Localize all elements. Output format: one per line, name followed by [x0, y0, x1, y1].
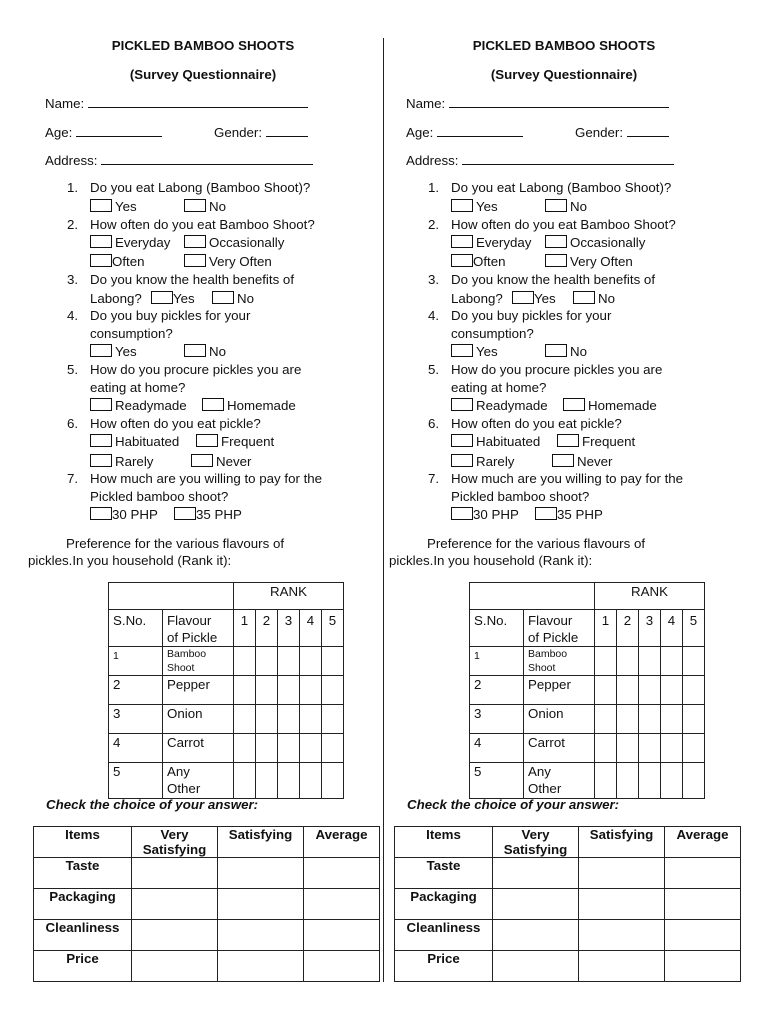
address-label: Address: — [45, 153, 98, 168]
q3-text-cont: Labong? — [90, 291, 142, 306]
survey-form-left — [28, 0, 390, 1024]
satisfaction-table — [33, 826, 380, 982]
q7-option-35-php[interactable]: 35 PHP — [535, 507, 603, 522]
sno-cell: 1 — [109, 647, 163, 676]
q4-text-cont: consumption? — [90, 326, 173, 341]
name-blank[interactable] — [88, 95, 308, 108]
checkbox[interactable] — [90, 434, 112, 447]
rank-cell[interactable] — [300, 734, 322, 763]
sno-cell: 4 — [470, 734, 524, 763]
rank-cell[interactable] — [683, 647, 705, 676]
q2-option-occasionally[interactable]: Occasionally — [545, 235, 645, 250]
checkbox[interactable] — [557, 434, 579, 447]
satisfying-header: Satisfying — [579, 827, 665, 858]
check-instruction: Check the choice of your answer: — [407, 797, 620, 812]
q4-option-yes[interactable]: Yes — [90, 344, 137, 359]
rank-cell[interactable] — [595, 676, 617, 705]
flavour-cell: Pepper — [524, 676, 595, 705]
table-row — [470, 734, 705, 763]
rating-cell[interactable] — [493, 951, 579, 982]
rank-cell[interactable] — [595, 763, 617, 799]
rank-cell[interactable] — [639, 734, 661, 763]
rating-cell[interactable] — [218, 889, 304, 920]
rank-header: RANK — [234, 583, 344, 610]
rank-cell[interactable] — [256, 705, 278, 734]
q3-option-no[interactable]: No — [212, 291, 254, 306]
table-row — [109, 705, 344, 734]
address-field[interactable] — [406, 152, 674, 168]
q5-number: 5. — [67, 362, 79, 377]
rank-col-2: 2 — [617, 610, 639, 647]
checkbox[interactable] — [184, 344, 206, 357]
table-row — [109, 763, 344, 799]
q7-text-cont: Pickled bamboo shoot? — [90, 489, 229, 504]
q5-option-homemade[interactable]: Homemade — [563, 398, 657, 413]
rank-cell[interactable] — [595, 705, 617, 734]
rank-col-3: 3 — [278, 610, 300, 647]
q6-option-never[interactable]: Never — [552, 454, 612, 469]
rank-cell[interactable] — [683, 676, 705, 705]
checkbox[interactable] — [151, 291, 173, 304]
sno-cell: 5 — [109, 763, 163, 799]
q2-text: How often do you eat Bamboo Shoot? — [90, 217, 315, 232]
checkbox[interactable] — [451, 507, 473, 520]
table-row — [109, 647, 344, 676]
q4-number: 4. — [428, 308, 440, 323]
table-row — [109, 734, 344, 763]
q5-option-readymade[interactable]: Readymade — [90, 398, 187, 413]
q2-number: 2. — [67, 217, 79, 232]
address-blank[interactable] — [101, 152, 313, 165]
q5-text: How do you procure pickles you are — [90, 362, 302, 377]
rating-cell[interactable] — [493, 858, 579, 889]
rank-cell[interactable] — [322, 676, 344, 705]
gender-label: Gender: — [214, 125, 263, 140]
rating-cell[interactable] — [665, 920, 741, 951]
rating-cell[interactable] — [665, 889, 741, 920]
rating-cell[interactable] — [304, 951, 380, 982]
q5-option-homemade[interactable]: Homemade — [202, 398, 296, 413]
rank-col-1: 1 — [595, 610, 617, 647]
q6-number: 6. — [428, 416, 440, 431]
q3-text: Do you know the health benefits of — [451, 272, 656, 287]
q4-text: Do you buy pickles for your — [451, 308, 612, 323]
q5-text-cont: eating at home? — [90, 380, 186, 395]
checkbox[interactable] — [512, 291, 534, 304]
q6-option-habituated[interactable]: Habituated — [90, 434, 179, 449]
q3-option-no[interactable]: No — [573, 291, 615, 306]
q6-option-rarely[interactable]: Rarely — [90, 454, 153, 469]
checkbox[interactable] — [451, 235, 473, 248]
checkbox[interactable] — [545, 199, 567, 212]
sno-cell: 5 — [470, 763, 524, 799]
age-label: Age: — [45, 125, 73, 140]
checkbox[interactable] — [451, 344, 473, 357]
rating-cell[interactable] — [665, 858, 741, 889]
name-label: Name: — [406, 96, 446, 111]
flavour-cell: Any Other — [524, 763, 595, 799]
rank-cell[interactable] — [617, 705, 639, 734]
q2-option-very-often[interactable]: Very Often — [184, 254, 272, 269]
rank-cell[interactable] — [234, 647, 256, 676]
name-field[interactable] — [406, 95, 669, 111]
sno-header: S.No. — [470, 610, 524, 647]
table-row — [34, 920, 380, 951]
rank-cell[interactable] — [256, 763, 278, 799]
q6-number: 6. — [67, 416, 79, 431]
gender-field[interactable] — [575, 124, 669, 140]
item-price: Price — [395, 951, 493, 982]
rank-cell[interactable] — [683, 734, 705, 763]
checkbox[interactable] — [90, 454, 112, 467]
rank-table-corner — [109, 583, 234, 610]
table-row — [470, 676, 705, 705]
rank-cell[interactable] — [300, 647, 322, 676]
rank-cell[interactable] — [683, 763, 705, 799]
name-blank[interactable] — [449, 95, 669, 108]
item-packaging: Packaging — [395, 889, 493, 920]
checkbox[interactable] — [184, 254, 206, 267]
q3-text: Do you know the health benefits of — [90, 272, 295, 287]
checkbox[interactable] — [451, 454, 473, 467]
q2-option-often[interactable]: Often — [451, 254, 506, 269]
items-header: Items — [395, 827, 493, 858]
rank-col-2: 2 — [256, 610, 278, 647]
rank-cell[interactable] — [278, 734, 300, 763]
flavour-cell: Carrot — [163, 734, 234, 763]
rank-cell[interactable] — [661, 734, 683, 763]
table-row — [34, 951, 380, 982]
q7-text-cont: Pickled bamboo shoot? — [451, 489, 590, 504]
gender-blank[interactable] — [627, 124, 669, 137]
q6-option-frequent[interactable]: Frequent — [557, 434, 635, 449]
table-row — [470, 763, 705, 799]
rating-cell[interactable] — [579, 951, 665, 982]
checkbox[interactable] — [212, 291, 234, 304]
rank-cell[interactable] — [617, 763, 639, 799]
flavour-cell: Bamboo Shoot — [163, 647, 234, 676]
sno-cell: 2 — [109, 676, 163, 705]
rating-cell[interactable] — [218, 858, 304, 889]
checkbox[interactable] — [184, 199, 206, 212]
flavour-header: Flavour of Pickle — [163, 610, 234, 647]
checkbox[interactable] — [545, 254, 567, 267]
form-title: PICKLED BAMBOO SHOOTS — [111, 38, 295, 53]
satisfaction-table — [394, 826, 741, 982]
rank-cell[interactable] — [661, 676, 683, 705]
table-row — [395, 889, 741, 920]
rank-cell[interactable] — [639, 763, 661, 799]
rating-cell[interactable] — [132, 858, 218, 889]
rating-cell[interactable] — [218, 920, 304, 951]
q7-option-30-php[interactable]: 30 PHP — [451, 507, 519, 522]
rank-cell[interactable] — [256, 647, 278, 676]
item-taste: Taste — [34, 858, 132, 889]
rank-cell[interactable] — [300, 676, 322, 705]
q4-option-no[interactable]: No — [184, 344, 226, 359]
address-label: Address: — [406, 153, 459, 168]
q5-text: How do you procure pickles you are — [451, 362, 663, 377]
rank-cell[interactable] — [683, 705, 705, 734]
form-title: PICKLED BAMBOO SHOOTS — [472, 38, 656, 53]
rank-cell[interactable] — [322, 705, 344, 734]
q2-number: 2. — [428, 217, 440, 232]
q3-option-yes[interactable]: Yes — [512, 291, 556, 306]
sno-cell: 3 — [470, 705, 524, 734]
item-cleanliness: Cleanliness — [34, 920, 132, 951]
rank-cell[interactable] — [234, 763, 256, 799]
q3-number: 3. — [67, 272, 79, 287]
checkbox[interactable] — [196, 434, 218, 447]
q1-text: Do you eat Labong (Bamboo Shoot)? — [90, 180, 311, 195]
q2-option-very-often[interactable]: Very Often — [545, 254, 633, 269]
table-row — [395, 920, 741, 951]
q1-option-no[interactable]: No — [184, 199, 226, 214]
checkbox[interactable] — [545, 344, 567, 357]
rank-cell[interactable] — [617, 734, 639, 763]
sno-cell: 4 — [109, 734, 163, 763]
preference-instructions: Preference for the various flavours of pickles.In you household (Rank it): — [389, 536, 646, 568]
name-field[interactable] — [45, 95, 308, 111]
checkbox[interactable] — [451, 254, 473, 267]
rank-cell[interactable] — [595, 734, 617, 763]
rank-cell[interactable] — [234, 676, 256, 705]
age-blank[interactable] — [437, 124, 523, 137]
rank-table-corner — [470, 583, 595, 610]
q6-option-never[interactable]: Never — [191, 454, 251, 469]
sno-cell: 1 — [470, 647, 524, 676]
address-field[interactable] — [45, 152, 313, 168]
rank-table — [108, 582, 344, 799]
q5-number: 5. — [428, 362, 440, 377]
rating-cell[interactable] — [493, 889, 579, 920]
rank-col-5: 5 — [322, 610, 344, 647]
q4-option-no[interactable]: No — [545, 344, 587, 359]
rank-table — [469, 582, 705, 799]
rank-cell[interactable] — [256, 734, 278, 763]
rank-col-4: 4 — [300, 610, 322, 647]
table-row — [34, 889, 380, 920]
average-header: Average — [304, 827, 380, 858]
checkbox[interactable] — [90, 235, 112, 248]
q4-option-yes[interactable]: Yes — [451, 344, 498, 359]
item-price: Price — [34, 951, 132, 982]
q2-option-occasionally[interactable]: Occasionally — [184, 235, 284, 250]
rating-cell[interactable] — [579, 889, 665, 920]
q1-text: Do you eat Labong (Bamboo Shoot)? — [451, 180, 672, 195]
q7-option-30-php[interactable]: 30 PHP — [90, 507, 158, 522]
table-row — [470, 647, 705, 676]
q6-text: How often do you eat pickle? — [451, 416, 622, 431]
average-header: Average — [665, 827, 741, 858]
age-blank[interactable] — [76, 124, 162, 137]
checkbox[interactable] — [535, 507, 557, 520]
checkbox[interactable] — [451, 434, 473, 447]
q1-option-no[interactable]: No — [545, 199, 587, 214]
rank-col-1: 1 — [234, 610, 256, 647]
q7-text: How much are you willing to pay for the — [90, 471, 323, 486]
q5-option-readymade[interactable]: Readymade — [451, 398, 548, 413]
q5-text-cont: eating at home? — [451, 380, 547, 395]
rank-cell[interactable] — [661, 647, 683, 676]
rank-cell[interactable] — [617, 676, 639, 705]
checkbox[interactable] — [451, 398, 473, 411]
item-taste: Taste — [395, 858, 493, 889]
checkbox[interactable] — [184, 235, 206, 248]
q6-option-rarely[interactable]: Rarely — [451, 454, 514, 469]
checkbox[interactable] — [90, 254, 112, 267]
gender-field[interactable] — [214, 124, 308, 140]
q1-number: 1. — [428, 180, 440, 195]
q6-option-frequent[interactable]: Frequent — [196, 434, 274, 449]
rank-col-4: 4 — [661, 610, 683, 647]
checkbox[interactable] — [191, 454, 213, 467]
satisfying-header: Satisfying — [218, 827, 304, 858]
q1-option-yes[interactable]: Yes — [90, 199, 137, 214]
q4-number: 4. — [67, 308, 79, 323]
q1-number: 1. — [67, 180, 79, 195]
checkbox[interactable] — [90, 344, 112, 357]
check-instruction: Check the choice of your answer: — [46, 797, 259, 812]
rank-cell[interactable] — [639, 647, 661, 676]
rating-cell[interactable] — [304, 889, 380, 920]
address-blank[interactable] — [462, 152, 674, 165]
rank-cell[interactable] — [278, 705, 300, 734]
rating-cell[interactable] — [304, 858, 380, 889]
rank-cell[interactable] — [300, 705, 322, 734]
checkbox[interactable] — [563, 398, 585, 411]
q4-text: Do you buy pickles for your — [90, 308, 251, 323]
age-label: Age: — [406, 125, 434, 140]
flavour-cell: Any Other — [163, 763, 234, 799]
checkbox[interactable] — [573, 291, 595, 304]
rating-cell[interactable] — [493, 920, 579, 951]
rank-cell[interactable] — [278, 763, 300, 799]
rank-cell[interactable] — [234, 705, 256, 734]
rank-cell[interactable] — [256, 676, 278, 705]
sno-cell: 3 — [109, 705, 163, 734]
very-satisfying-header: Very Satisfying — [132, 827, 218, 858]
table-row — [395, 858, 741, 889]
rank-cell[interactable] — [322, 763, 344, 799]
rank-cell[interactable] — [234, 734, 256, 763]
checkbox[interactable] — [202, 398, 224, 411]
q7-number: 7. — [428, 471, 440, 486]
gender-blank[interactable] — [266, 124, 308, 137]
very-satisfying-header: Very Satisfying — [493, 827, 579, 858]
flavour-cell: Carrot — [524, 734, 595, 763]
q6-option-habituated[interactable]: Habituated — [451, 434, 540, 449]
rank-cell[interactable] — [617, 647, 639, 676]
rating-cell[interactable] — [132, 920, 218, 951]
q6-text: How often do you eat pickle? — [90, 416, 261, 431]
table-row — [34, 858, 380, 889]
q2-text: How often do you eat Bamboo Shoot? — [451, 217, 676, 232]
sno-header: S.No. — [109, 610, 163, 647]
preference-instructions: Preference for the various flavours of pickles.In you household (Rank it): — [28, 536, 285, 568]
flavour-cell: Bamboo Shoot — [524, 647, 595, 676]
rank-cell[interactable] — [322, 734, 344, 763]
checkbox[interactable] — [451, 199, 473, 212]
q7-number: 7. — [67, 471, 79, 486]
rank-cell[interactable] — [300, 763, 322, 799]
q7-option-35-php[interactable]: 35 PHP — [174, 507, 242, 522]
rating-cell[interactable] — [665, 951, 741, 982]
name-label: Name: — [45, 96, 85, 111]
q1-option-yes[interactable]: Yes — [451, 199, 498, 214]
checkbox[interactable] — [90, 507, 112, 520]
rank-cell[interactable] — [322, 647, 344, 676]
rank-cell[interactable] — [595, 647, 617, 676]
rank-cell[interactable] — [661, 705, 683, 734]
rank-col-5: 5 — [683, 610, 705, 647]
form-subtitle: (Survey Questionnaire) — [129, 67, 277, 82]
rating-cell[interactable] — [304, 920, 380, 951]
rank-cell[interactable] — [278, 647, 300, 676]
rating-cell[interactable] — [218, 951, 304, 982]
q3-text-cont: Labong? — [451, 291, 503, 306]
checkbox[interactable] — [552, 454, 574, 467]
rank-cell[interactable] — [278, 676, 300, 705]
q2-option-everyday[interactable]: Everyday — [90, 235, 170, 250]
flavour-cell: Pepper — [163, 676, 234, 705]
sno-cell: 2 — [470, 676, 524, 705]
q2-option-often[interactable]: Often — [90, 254, 145, 269]
rating-cell[interactable] — [579, 920, 665, 951]
q2-option-everyday[interactable]: Everyday — [451, 235, 531, 250]
rank-cell[interactable] — [639, 705, 661, 734]
flavour-cell: Onion — [524, 705, 595, 734]
item-cleanliness: Cleanliness — [395, 920, 493, 951]
age-field[interactable] — [45, 124, 162, 140]
table-row — [109, 676, 344, 705]
gender-label: Gender: — [575, 125, 624, 140]
checkbox[interactable] — [545, 235, 567, 248]
q3-number: 3. — [428, 272, 440, 287]
checkbox[interactable] — [90, 199, 112, 212]
item-packaging: Packaging — [34, 889, 132, 920]
flavour-cell: Onion — [163, 705, 234, 734]
rating-cell[interactable] — [132, 889, 218, 920]
age-field[interactable] — [406, 124, 523, 140]
checkbox[interactable] — [90, 398, 112, 411]
checkbox[interactable] — [174, 507, 196, 520]
rank-cell[interactable] — [661, 763, 683, 799]
table-row — [395, 951, 741, 982]
form-subtitle: (Survey Questionnaire) — [490, 67, 638, 82]
q7-text: How much are you willing to pay for the — [451, 471, 684, 486]
rating-cell[interactable] — [579, 858, 665, 889]
items-header: Items — [34, 827, 132, 858]
flavour-header: Flavour of Pickle — [524, 610, 595, 647]
rank-col-3: 3 — [639, 610, 661, 647]
rank-cell[interactable] — [639, 676, 661, 705]
q4-text-cont: consumption? — [451, 326, 534, 341]
rating-cell[interactable] — [132, 951, 218, 982]
rank-header: RANK — [595, 583, 705, 610]
q3-option-yes[interactable]: Yes — [151, 291, 195, 306]
survey-form-right — [389, 0, 751, 1024]
table-row — [470, 705, 705, 734]
